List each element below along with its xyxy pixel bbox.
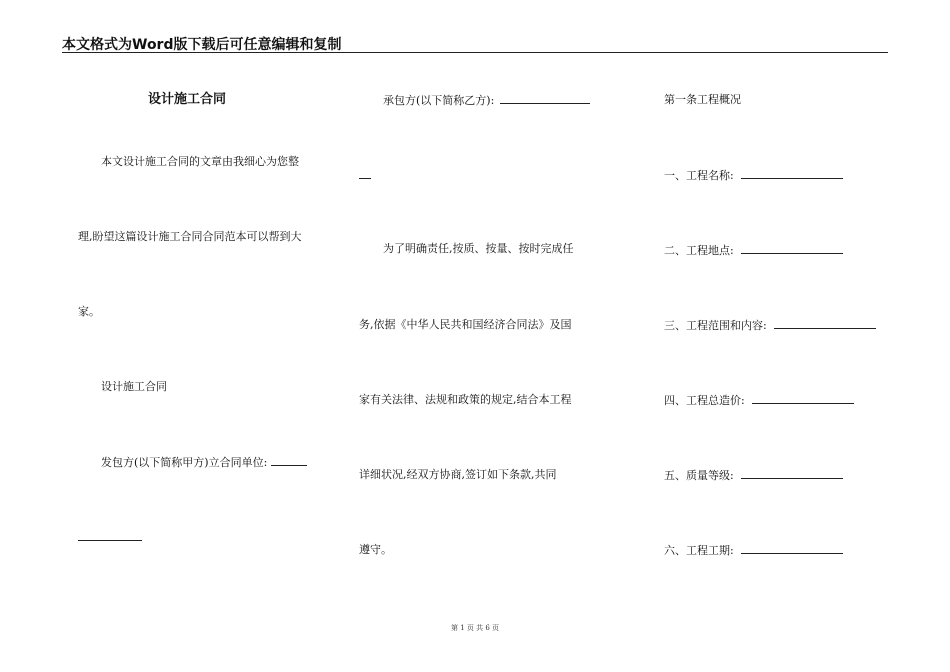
- item-project-cost: [664, 393, 854, 408]
- item-quality-grade: [664, 468, 843, 483]
- section-heading: 第一条工程概况: [664, 93, 741, 106]
- item-label: 四、工程总造价:: [664, 394, 745, 407]
- item-label: 五、质量等级:: [664, 469, 734, 482]
- purpose-line-1: 为了明确责任,按质、按量、按时完成任: [383, 242, 574, 255]
- item-project-name: [664, 168, 843, 183]
- party-b-line: [383, 93, 590, 108]
- item-project-duration: [664, 543, 843, 558]
- header-rule: [62, 52, 888, 53]
- party-b-blank: [500, 93, 590, 104]
- item-blank: [752, 393, 854, 404]
- item-blank: [741, 468, 843, 479]
- party-a-blank: [271, 455, 307, 466]
- contract-subtitle: 设计施工合同: [101, 380, 167, 393]
- item-label: 六、工程工期:: [664, 544, 734, 557]
- page-header-title: 本文格式为Word版下载后可任意编辑和复制: [62, 37, 342, 53]
- party-a-line: [101, 455, 307, 470]
- party-a-blank-cont: [78, 530, 142, 545]
- item-blank: [774, 318, 876, 329]
- intro-line-3: 家。: [78, 305, 100, 318]
- item-blank: [741, 168, 843, 179]
- party-b-blank-cont: [359, 168, 371, 183]
- item-blank: [741, 543, 843, 554]
- party-b-label: 承包方(以下简称乙方):: [383, 94, 495, 107]
- item-project-scope: [664, 318, 876, 333]
- item-label: 三、工程范围和内容:: [664, 319, 767, 332]
- item-label: 二、工程地点:: [664, 244, 734, 257]
- purpose-line-4: 详细状况,经双方协商,签订如下条款,共同: [359, 468, 557, 481]
- item-blank: [741, 243, 843, 254]
- party-a-blank-2: [78, 530, 142, 541]
- party-a-label: 发包方(以下简称甲方)立合同单位:: [101, 456, 268, 469]
- item-project-location: [664, 243, 843, 258]
- intro-line-2: 理,盼望这篇设计施工合同合同范本可以帮到大: [78, 230, 302, 243]
- purpose-line-3: 家有关法律、法规和政策的规定,结合本工程: [359, 393, 572, 406]
- intro-line-1: 本文设计施工合同的文章由我细心为您整: [101, 155, 299, 168]
- purpose-line-5: 遵守。: [359, 543, 392, 556]
- item-label: 一、工程名称:: [664, 169, 734, 182]
- purpose-line-2: 务,依据《中华人民共和国经济合同法》及国: [359, 318, 572, 331]
- party-b-blank-2: [359, 168, 371, 179]
- document-title: 设计施工合同: [148, 92, 227, 107]
- page-number-footer: 第 1 页 共 6 页: [450, 624, 500, 632]
